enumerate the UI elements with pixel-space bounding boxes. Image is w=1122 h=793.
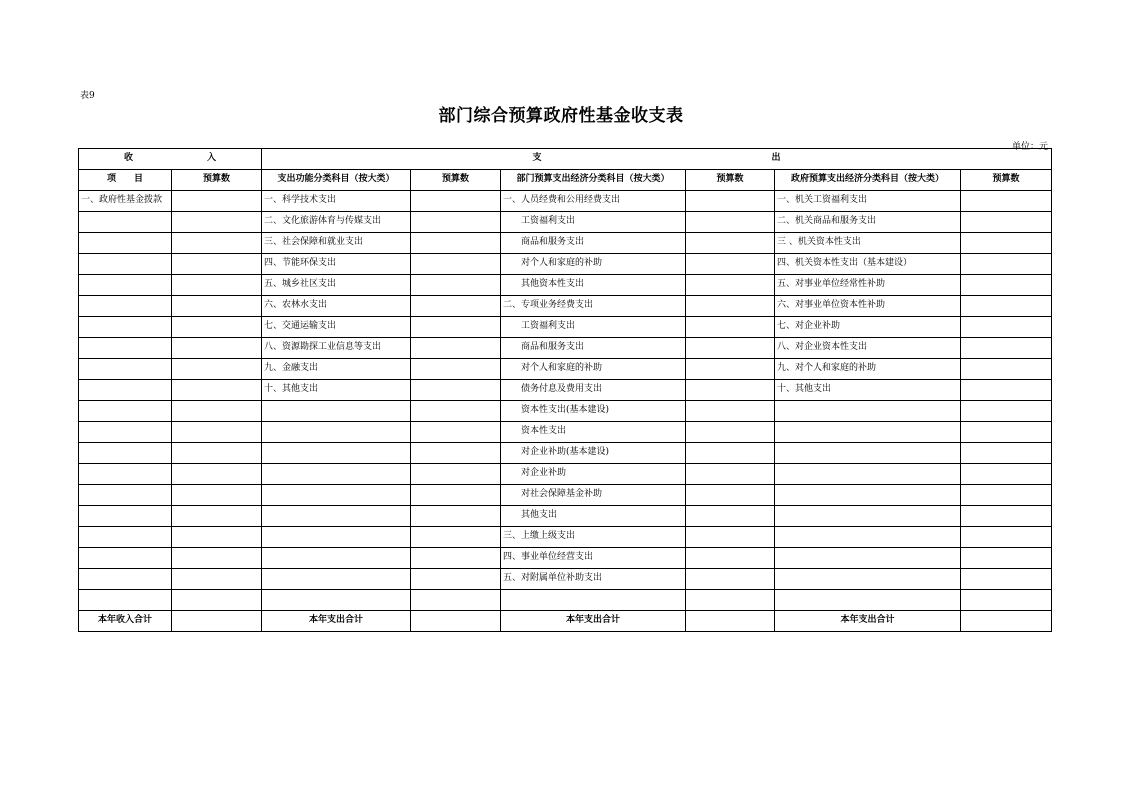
gov-budget-cell — [961, 443, 1052, 464]
col-func-budget-header: 预算数 — [411, 170, 501, 191]
func-item-cell: 八、资源勘探工业信息等支出 — [262, 338, 411, 359]
func-budget-cell — [411, 254, 501, 275]
dept-budget-cell — [686, 443, 775, 464]
gov-item-cell — [775, 527, 961, 548]
dept-item-cell: 对个人和家庭的补助 — [501, 359, 686, 380]
table-row — [79, 191, 1052, 212]
func-item-cell: 四、节能环保支出 — [262, 254, 411, 275]
gov-item-cell: 九、对个人和家庭的补助 — [775, 359, 961, 380]
func-budget-cell — [411, 548, 501, 569]
expense-header-char-1: 支 — [532, 153, 542, 164]
income-item-cell — [79, 317, 172, 338]
income-budget-cell — [172, 569, 262, 590]
gov-budget-cell — [961, 485, 1052, 506]
income-budget-cell — [172, 275, 262, 296]
income-budget-cell — [172, 338, 262, 359]
income-budget-cell — [172, 254, 262, 275]
table-row — [79, 380, 1052, 401]
dept-budget-cell — [686, 317, 775, 338]
func-item-cell: 九、金融支出 — [262, 359, 411, 380]
income-budget-cell — [172, 296, 262, 317]
gov-budget-cell — [961, 548, 1052, 569]
dept-budget-cell — [686, 191, 775, 212]
table-row — [79, 527, 1052, 548]
gov-budget-cell — [961, 422, 1052, 443]
income-budget-cell — [172, 422, 262, 443]
income-item-cell — [79, 254, 172, 275]
gov-item-cell — [775, 548, 961, 569]
gov-budget-cell — [961, 296, 1052, 317]
income-budget-cell — [172, 233, 262, 254]
func-budget-cell — [411, 212, 501, 233]
gov-budget-cell — [961, 464, 1052, 485]
func-item-cell: 六、农林水支出 — [262, 296, 411, 317]
gov-item-cell: 八、对企业资本性支出 — [775, 338, 961, 359]
col-gov-budget-header: 预算数 — [961, 170, 1052, 191]
func-budget-cell — [411, 275, 501, 296]
dept-item-cell: 三、上缴上级支出 — [501, 527, 686, 548]
func-item-cell: 三、社会保障和就业支出 — [262, 233, 411, 254]
income-header-char-1: 收 — [123, 153, 133, 164]
income-budget-cell — [172, 380, 262, 401]
gov-budget-cell — [961, 506, 1052, 527]
dept-budget-cell — [686, 233, 775, 254]
dept-item-cell: 工资福利支出 — [501, 212, 686, 233]
table-number: 表9 — [80, 91, 95, 101]
income-budget-cell — [172, 590, 262, 611]
income-item-cell — [79, 506, 172, 527]
gov-item-cell: 一、机关工资福利支出 — [775, 191, 961, 212]
income-item-cell — [79, 464, 172, 485]
income-item-cell — [79, 443, 172, 464]
dept-item-cell: 资本性支出(基本建设) — [501, 401, 686, 422]
expense-header — [262, 149, 1052, 170]
func-budget-cell — [411, 422, 501, 443]
table-row — [79, 548, 1052, 569]
dept-item-cell: 对个人和家庭的补助 — [501, 254, 686, 275]
func-item-cell — [262, 422, 411, 443]
gov-item-cell: 二、机关商品和服务支出 — [775, 212, 961, 233]
dept-budget-cell — [686, 569, 775, 590]
table-row — [79, 401, 1052, 422]
gov-item-cell — [775, 569, 961, 590]
dept-item-cell: 对企业补助(基本建设) — [501, 443, 686, 464]
func-budget-cell — [411, 527, 501, 548]
col-func-header: 支出功能分类科目（按大类） — [262, 170, 411, 191]
func-item-cell: 七、交通运输支出 — [262, 317, 411, 338]
func-item-cell: 十、其他支出 — [262, 380, 411, 401]
table-row — [79, 506, 1052, 527]
income-item-cell — [79, 338, 172, 359]
func-budget-cell — [411, 317, 501, 338]
dept-budget-cell — [686, 464, 775, 485]
func-item-cell: 一、科学技术支出 — [262, 191, 411, 212]
dept-budget-cell — [686, 296, 775, 317]
gov-item-cell: 六、对事业单位资本性补助 — [775, 296, 961, 317]
dept-budget-cell — [686, 380, 775, 401]
gov-budget-cell — [961, 338, 1052, 359]
income-item-cell — [79, 359, 172, 380]
func-item-cell — [262, 485, 411, 506]
dept-item-cell: 四、事业单位经营支出 — [501, 548, 686, 569]
gov-budget-cell — [961, 212, 1052, 233]
gov-budget-cell — [961, 380, 1052, 401]
func-budget-cell — [411, 380, 501, 401]
gov-budget-cell — [961, 527, 1052, 548]
dept-budget-cell — [686, 422, 775, 443]
func-item-cell — [262, 464, 411, 485]
func-item-cell — [262, 443, 411, 464]
table-row — [79, 485, 1052, 506]
page-title: 部门综合预算政府性基金收支表 — [438, 106, 684, 126]
col-item-header: 项 目 — [79, 170, 172, 191]
income-item-cell — [79, 212, 172, 233]
income-item-cell — [79, 380, 172, 401]
gov-item-cell — [775, 590, 961, 611]
gov-budget-cell — [961, 590, 1052, 611]
dept-total-label: 本年支出合计 — [501, 611, 686, 632]
dept-item-cell: 其他资本性支出 — [501, 275, 686, 296]
gov-total-label: 本年支出合计 — [775, 611, 961, 632]
func-budget-cell — [411, 233, 501, 254]
income-budget-cell — [172, 443, 262, 464]
income-item-cell — [79, 590, 172, 611]
income-item-cell — [79, 569, 172, 590]
income-item-cell — [79, 422, 172, 443]
gov-item-cell — [775, 506, 961, 527]
table-row — [79, 359, 1052, 380]
gov-item-cell: 四、机关资本性支出（基本建设） — [775, 254, 961, 275]
income-budget-cell — [172, 212, 262, 233]
table-row — [79, 422, 1052, 443]
dept-item-cell: 工资福利支出 — [501, 317, 686, 338]
gov-budget-cell — [961, 401, 1052, 422]
dept-budget-cell — [686, 212, 775, 233]
income-item-cell — [79, 527, 172, 548]
income-item-cell — [79, 485, 172, 506]
func-item-cell: 二、文化旅游体育与传媒支出 — [262, 212, 411, 233]
income-total-label: 本年收入合计 — [79, 611, 172, 632]
income-item-cell: 一、政府性基金拨款 — [79, 191, 172, 212]
income-budget-cell — [172, 527, 262, 548]
income-budget-cell — [172, 317, 262, 338]
income-item-cell — [79, 296, 172, 317]
dept-item-cell: 商品和服务支出 — [501, 338, 686, 359]
dept-item-cell: 债务付息及费用支出 — [501, 380, 686, 401]
func-budget-cell — [411, 569, 501, 590]
dept-budget-cell — [686, 590, 775, 611]
gov-item-cell: 七、对企业补助 — [775, 317, 961, 338]
func-item-cell — [262, 527, 411, 548]
header-row-group — [79, 149, 1052, 170]
gov-budget-cell — [961, 233, 1052, 254]
income-header — [79, 149, 262, 170]
dept-item-cell: 一、人员经费和公用经费支出 — [501, 191, 686, 212]
gov-item-cell: 三 、机关资本性支出 — [775, 233, 961, 254]
table-row — [79, 464, 1052, 485]
func-item-cell — [262, 590, 411, 611]
table-row — [79, 317, 1052, 338]
dept-budget-cell — [686, 275, 775, 296]
dept-budget-cell — [686, 548, 775, 569]
dept-budget-cell — [686, 401, 775, 422]
gov-item-cell — [775, 485, 961, 506]
func-total-value — [411, 611, 501, 632]
dept-total-value — [686, 611, 775, 632]
dept-budget-cell — [686, 338, 775, 359]
gov-budget-cell — [961, 359, 1052, 380]
income-item-cell — [79, 401, 172, 422]
dept-item-cell: 资本性支出 — [501, 422, 686, 443]
dept-budget-cell — [686, 254, 775, 275]
col-dept-header: 部门预算支出经济分类科目（按大类） — [501, 170, 686, 191]
func-budget-cell — [411, 590, 501, 611]
col-dept-budget-header: 预算数 — [686, 170, 775, 191]
func-budget-cell — [411, 191, 501, 212]
income-item-cell — [79, 275, 172, 296]
dept-item-cell: 商品和服务支出 — [501, 233, 686, 254]
table-row — [79, 569, 1052, 590]
func-item-cell — [262, 506, 411, 527]
func-budget-cell — [411, 359, 501, 380]
func-budget-cell — [411, 338, 501, 359]
func-budget-cell — [411, 464, 501, 485]
gov-item-cell: 十、其他支出 — [775, 380, 961, 401]
table-row — [79, 254, 1052, 275]
dept-item-cell: 对企业补助 — [501, 464, 686, 485]
gov-budget-cell — [961, 275, 1052, 296]
dept-budget-cell — [686, 527, 775, 548]
table-row — [79, 275, 1052, 296]
table-row — [79, 212, 1052, 233]
table-row — [79, 338, 1052, 359]
dept-budget-cell — [686, 506, 775, 527]
income-item-cell — [79, 548, 172, 569]
table-row — [79, 443, 1052, 464]
func-budget-cell — [411, 443, 501, 464]
header-row-columns — [79, 170, 1052, 191]
income-total-value — [172, 611, 262, 632]
dept-item-cell: 其他支出 — [501, 506, 686, 527]
income-header-char-2: 入 — [207, 153, 217, 164]
totals-row — [79, 611, 1052, 632]
gov-budget-cell — [961, 317, 1052, 338]
income-budget-cell — [172, 485, 262, 506]
gov-budget-cell — [961, 254, 1052, 275]
gov-total-value — [961, 611, 1052, 632]
table-row — [79, 296, 1052, 317]
income-budget-cell — [172, 401, 262, 422]
table-row — [79, 233, 1052, 254]
dept-budget-cell — [686, 485, 775, 506]
func-budget-cell — [411, 296, 501, 317]
expense-header-char-2: 出 — [771, 153, 781, 164]
dept-item-cell: 二、专项业务经费支出 — [501, 296, 686, 317]
dept-item-cell: 对社会保障基金补助 — [501, 485, 686, 506]
budget-table — [78, 148, 1052, 632]
income-budget-cell — [172, 359, 262, 380]
income-budget-cell — [172, 191, 262, 212]
gov-item-cell — [775, 464, 961, 485]
gov-item-cell: 五、对事业单位经常性补助 — [775, 275, 961, 296]
gov-budget-cell — [961, 569, 1052, 590]
func-item-cell: 五、城乡社区支出 — [262, 275, 411, 296]
gov-item-cell — [775, 401, 961, 422]
func-item-cell — [262, 569, 411, 590]
func-item-cell — [262, 401, 411, 422]
unit-label: 单位：元 — [1011, 142, 1048, 152]
func-budget-cell — [411, 506, 501, 527]
func-item-cell — [262, 548, 411, 569]
income-item-cell — [79, 233, 172, 254]
income-budget-cell — [172, 464, 262, 485]
dept-budget-cell — [686, 359, 775, 380]
income-budget-cell — [172, 548, 262, 569]
gov-item-cell — [775, 443, 961, 464]
func-budget-cell — [411, 485, 501, 506]
col-gov-header: 政府预算支出经济分类科目（按大类） — [775, 170, 961, 191]
income-budget-cell — [172, 506, 262, 527]
func-total-label: 本年支出合计 — [262, 611, 411, 632]
col-income-budget-header: 预算数 — [172, 170, 262, 191]
gov-budget-cell — [961, 191, 1052, 212]
dept-item-cell — [501, 590, 686, 611]
gov-item-cell — [775, 422, 961, 443]
table-row — [79, 590, 1052, 611]
dept-item-cell: 五、对附属单位补助支出 — [501, 569, 686, 590]
func-budget-cell — [411, 401, 501, 422]
